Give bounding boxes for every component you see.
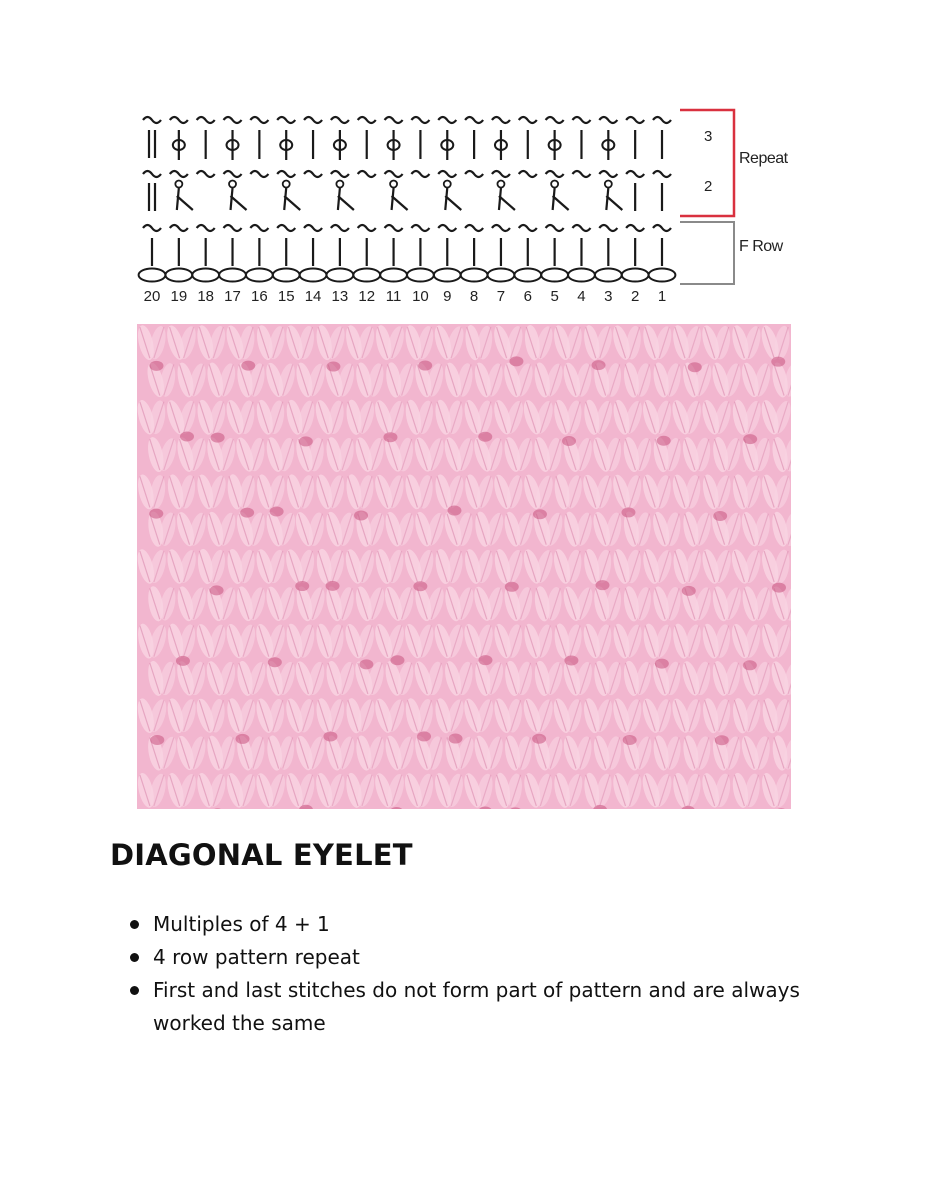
chain-symbol: [599, 225, 617, 231]
stitch-symbol: [336, 181, 343, 188]
chain-symbol: [170, 171, 188, 177]
chart-symbols: [139, 117, 676, 282]
stitch-symbol: [392, 188, 394, 210]
stitch-symbol: [445, 196, 461, 210]
stitch-symbol: [284, 188, 286, 210]
list-item: 4 row pattern repeat: [128, 941, 828, 974]
stitch-number: 18: [197, 288, 215, 305]
chain-oval: [434, 269, 461, 282]
stitch-symbol: [231, 196, 247, 210]
chain-symbol: [224, 171, 242, 177]
stitch-symbol: [606, 188, 608, 210]
chain-oval: [488, 269, 515, 282]
chain-oval: [300, 269, 327, 282]
stitch-symbol: [499, 196, 515, 210]
chain-symbol: [224, 225, 242, 231]
chain-oval: [273, 269, 300, 282]
stitch-number: 3: [604, 288, 613, 305]
chain-symbol: [250, 171, 268, 177]
chain-symbol: [143, 117, 161, 123]
chain-symbol: [224, 117, 242, 123]
chain-symbol: [385, 117, 403, 123]
chain-oval: [595, 269, 622, 282]
stitch-symbol: [175, 181, 182, 188]
stitch-number: 6: [523, 288, 532, 305]
stitch-symbol: [177, 196, 193, 210]
chain-symbol: [519, 225, 537, 231]
stitch-number: 1: [657, 288, 667, 305]
chain-symbol: [519, 171, 537, 177]
chain-symbol: [572, 225, 590, 231]
chain-symbol: [492, 171, 510, 177]
list-item: First and last stitches do not form part of pattern and are always worked the same: [128, 974, 828, 1040]
chain-symbol: [572, 117, 590, 123]
stitch-symbol: [497, 181, 504, 188]
stitch-number: 14: [304, 288, 322, 305]
stitch-symbol: [551, 181, 558, 188]
chain-oval: [165, 269, 192, 282]
chain-symbol: [358, 171, 376, 177]
stitch-symbol: [499, 188, 501, 210]
chain-symbol: [599, 171, 617, 177]
stitch-number: 7: [496, 288, 506, 305]
chain-symbol: [385, 171, 403, 177]
stitch-number: 8: [469, 288, 479, 305]
bullet-icon: [130, 953, 139, 962]
chain-oval: [622, 269, 649, 282]
bullet-icon: [130, 986, 139, 995]
chain-symbol: [653, 117, 671, 123]
chain-symbol: [492, 225, 510, 231]
chain-symbol: [546, 171, 564, 177]
chain-oval: [246, 269, 273, 282]
stitch-symbol: [284, 196, 300, 210]
chain-symbol: [599, 117, 617, 123]
stitch-swatch-photo: [137, 324, 791, 809]
chain-oval: [139, 269, 166, 282]
chain-symbol: [626, 171, 644, 177]
stitch-symbol: [605, 181, 612, 188]
chain-symbol: [331, 171, 349, 177]
chain-symbol: [546, 117, 564, 123]
chain-symbol: [197, 117, 215, 123]
chain-symbol: [465, 171, 483, 177]
list-item: Multiples of 4 + 1: [128, 908, 828, 941]
row-label-3: 3: [704, 128, 713, 145]
chain-symbol: [411, 225, 429, 231]
stitch-symbol: [392, 196, 408, 210]
chain-symbol: [277, 225, 295, 231]
stitch-number: 17: [224, 288, 241, 305]
chain-oval: [219, 269, 246, 282]
chain-oval: [326, 269, 353, 282]
chain-symbol: [572, 171, 590, 177]
stitch-symbol: [338, 196, 354, 210]
chain-symbol: [170, 225, 188, 231]
chain-symbol: [358, 117, 376, 123]
chain-symbol: [197, 225, 215, 231]
stitch-symbol: [338, 188, 340, 210]
stitch-number: 4: [577, 288, 586, 305]
stitch-number: 11: [385, 288, 402, 305]
chain-oval: [353, 269, 380, 282]
chain-symbol: [626, 225, 644, 231]
stitch-number: 2: [630, 288, 640, 305]
chain-symbol: [250, 117, 268, 123]
chain-symbol: [438, 225, 456, 231]
chain-oval: [461, 269, 488, 282]
bullet-icon: [130, 920, 139, 929]
pattern-notes-list: [128, 908, 828, 1040]
chain-oval: [568, 269, 595, 282]
chain-symbol: [626, 117, 644, 123]
repeat-label: Repeat: [739, 150, 788, 167]
chain-symbol: [438, 117, 456, 123]
chain-oval: [649, 269, 676, 282]
stitch-number: 16: [251, 288, 268, 305]
chain-symbol: [385, 225, 403, 231]
chain-symbol: [492, 117, 510, 123]
chain-oval: [541, 269, 568, 282]
chain-symbol: [411, 117, 429, 123]
stitch-number: 5: [550, 288, 559, 305]
stitch-number: 9: [443, 288, 452, 305]
chain-symbol: [143, 171, 161, 177]
chain-oval: [407, 269, 434, 282]
chain-symbol: [331, 117, 349, 123]
chain-symbol: [519, 117, 537, 123]
chain-oval: [192, 269, 219, 282]
chain-symbol: [304, 117, 322, 123]
chain-symbol: [304, 171, 322, 177]
chain-symbol: [411, 171, 429, 177]
stitch-symbol: [445, 188, 447, 210]
chain-symbol: [465, 117, 483, 123]
chain-symbol: [331, 225, 349, 231]
stitch-symbol: [553, 188, 555, 210]
stitch-number: 15: [277, 288, 295, 305]
chain-symbol: [438, 171, 456, 177]
stitch-number: 19: [170, 288, 188, 305]
stitch-number: 13: [331, 288, 349, 305]
stitch-number-row: [144, 288, 667, 305]
crochet-chart: [0, 0, 927, 320]
stitch-symbol: [444, 181, 451, 188]
stitch-number: 12: [358, 288, 376, 305]
stitch-symbol: [606, 196, 622, 210]
stitch-symbol: [177, 188, 179, 210]
repeat-bracket: [680, 110, 734, 216]
chain-oval: [380, 269, 407, 282]
stitch-symbol: [283, 181, 290, 188]
chain-symbol: [465, 225, 483, 231]
stitch-symbol: [229, 181, 236, 188]
foundation-row-label: F Row: [739, 238, 783, 255]
chain-symbol: [546, 225, 564, 231]
stitch-symbol: [390, 181, 397, 188]
foundation-bracket: [680, 222, 734, 284]
chain-symbol: [250, 225, 268, 231]
chain-symbol: [143, 225, 161, 231]
pattern-title: DIAGONAL EYELET: [110, 838, 413, 872]
stitch-number: 20: [143, 288, 161, 305]
chain-symbol: [170, 117, 188, 123]
chain-oval: [514, 269, 541, 282]
chain-symbol: [277, 171, 295, 177]
chain-symbol: [304, 225, 322, 231]
chain-symbol: [653, 171, 671, 177]
chain-symbol: [653, 225, 671, 231]
stitch-symbol: [231, 188, 233, 210]
stitch-symbol: [553, 196, 569, 210]
chain-symbol: [277, 117, 295, 123]
stitch-number: 10: [412, 288, 429, 305]
chain-symbol: [197, 171, 215, 177]
chain-symbol: [358, 225, 376, 231]
row-label-2: 2: [704, 178, 713, 195]
